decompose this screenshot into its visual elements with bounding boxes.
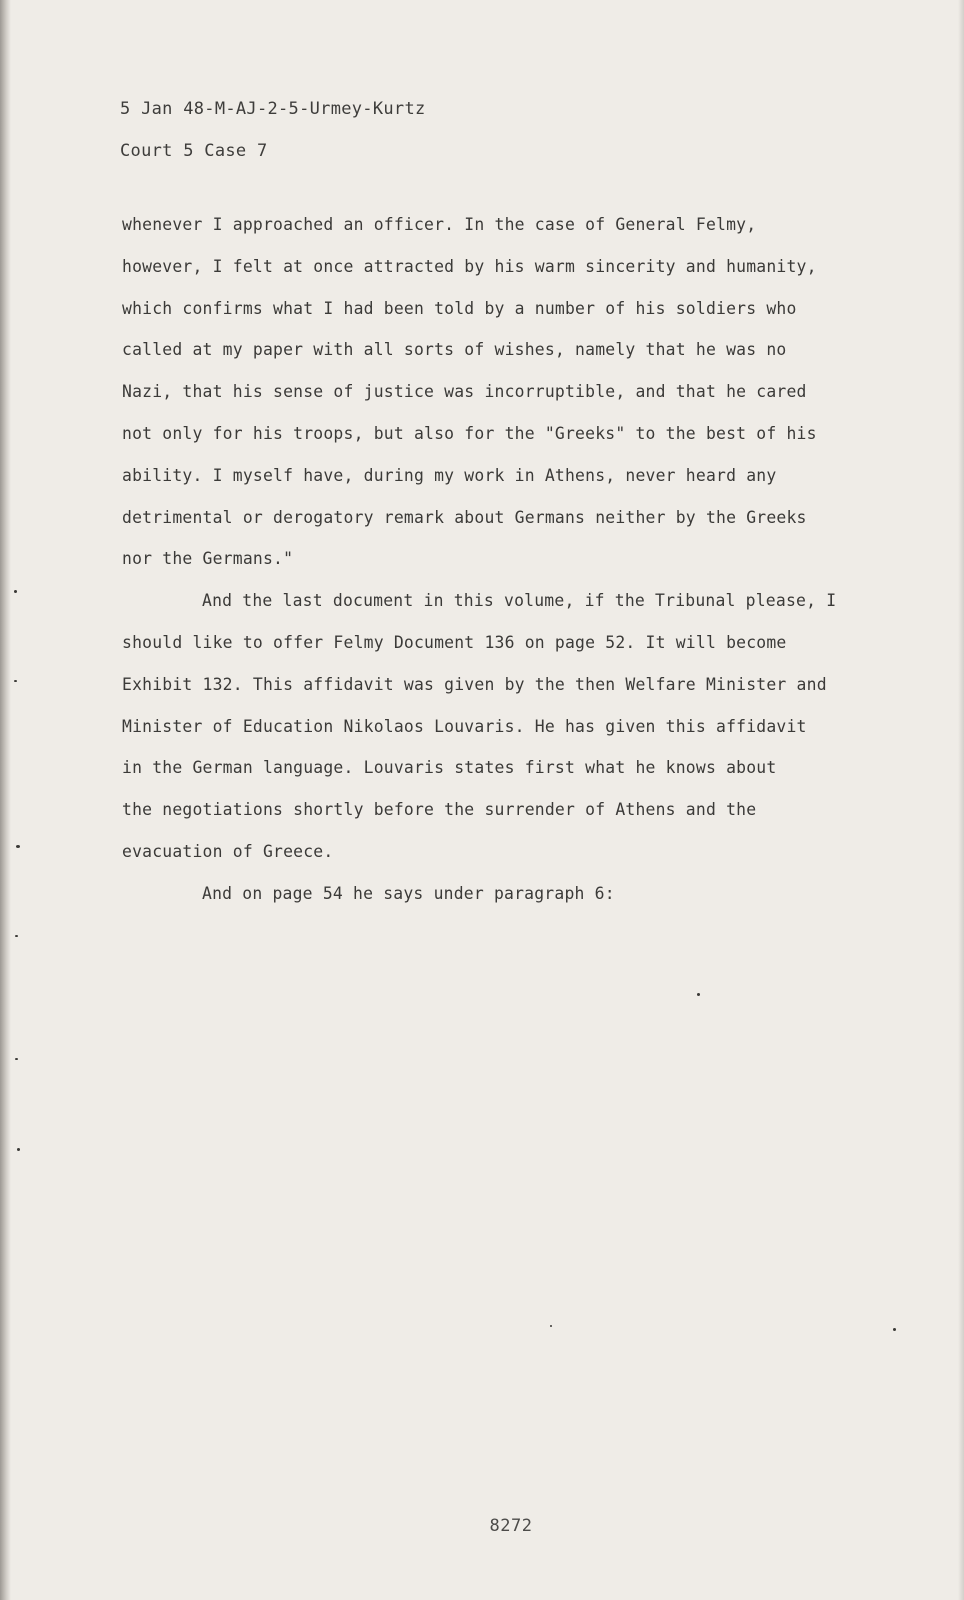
paper-left-edge xyxy=(0,0,11,1600)
transcript-body xyxy=(122,204,862,915)
paper-right-edge xyxy=(958,0,964,1600)
document-header xyxy=(120,88,426,172)
paper-speck xyxy=(14,590,17,593)
text-line: in the German language. Louvaris states first what he knows about xyxy=(122,758,777,778)
text-line: Minister of Education Nikolaos Louvaris. He has given this affidavit xyxy=(122,716,807,736)
text-line: not only for his troops, but also for the "Greeks" to the best of his xyxy=(122,423,817,443)
text-line: the negotiations shortly before the surrender of Athens and the xyxy=(122,800,757,820)
page-number: 8272 xyxy=(489,1516,533,1536)
text-line: ability. I myself have, during my work in Athens, never heard any xyxy=(122,465,777,485)
paper-speck xyxy=(16,845,20,848)
text-line: Exhibit 132. This affidavit was given by the then Welfare Minister and xyxy=(122,674,827,694)
text-line: And on page 54 he says under paragraph 6: xyxy=(202,883,615,903)
paper-speck xyxy=(15,935,18,937)
paper-speck xyxy=(697,993,700,996)
text-line: whenever I approached an officer. In the case of General Felmy, xyxy=(122,215,757,234)
text-line: Nazi, that his sense of justice was incorruptible, and that he cared xyxy=(122,382,807,402)
text-line: nor the Germans." xyxy=(122,549,294,569)
paper-speck xyxy=(15,1058,18,1060)
paper-speck xyxy=(550,1325,552,1327)
paper-speck xyxy=(893,1328,896,1331)
paper-speck xyxy=(14,680,17,682)
text-line: which confirms what I had been told by a number of his soldiers who xyxy=(122,298,797,318)
text-line: called at my paper with all sorts of wishes, namely that he was no xyxy=(122,340,787,360)
text-line: evacuation of Greece. xyxy=(122,841,334,861)
text-line: detrimental or derogatory remark about Germans neither by the Greeks xyxy=(122,507,807,527)
text-line: And the last document in this volume, if the Tribunal please, I xyxy=(202,591,837,611)
text-line: should like to offer Felmy Document 136 on page 52. It will become xyxy=(122,632,787,652)
text-line: however, I felt at once attracted by his warm sincerity and humanity, xyxy=(122,256,817,276)
header-reference: 5 Jan 48-M-AJ-2-5-Urmey-Kurtz xyxy=(120,99,426,119)
header-court-case: Court 5 Case 7 xyxy=(120,141,268,161)
paper-speck xyxy=(17,1148,20,1151)
